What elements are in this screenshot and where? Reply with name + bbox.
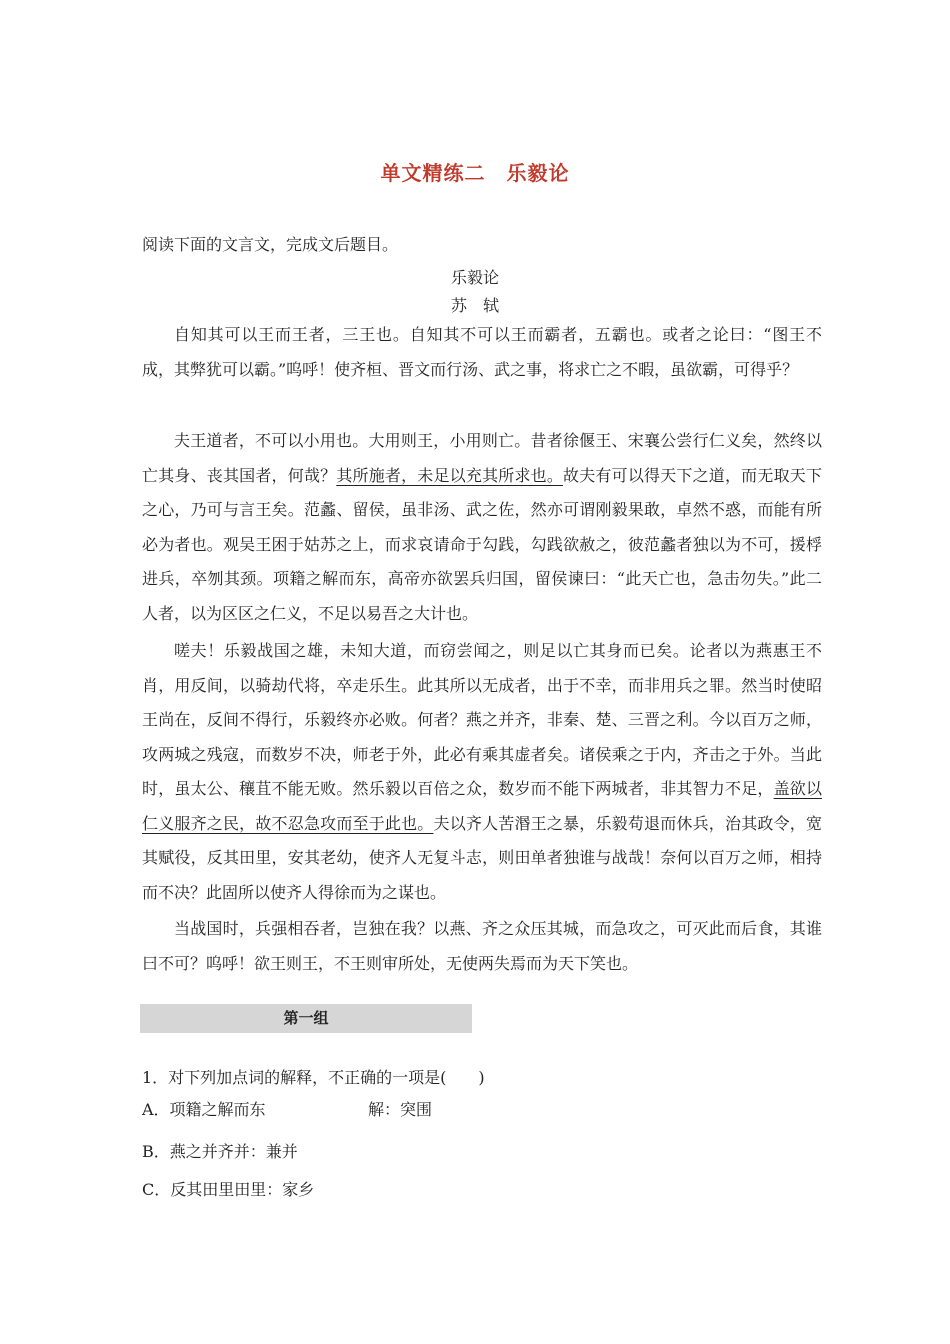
essay-title: 乐毅论 bbox=[450, 268, 499, 287]
paragraph-3-text-a: 嗟夫！乐毅战国之雄，未知大道，而窃尝闻之，则足以亡其身而已矣。论者以为燕惠王不肖，用反间，以骑劫代将，卒走乐生。此其所以无成者，出于不幸，而非用兵之罪。然当时使昭王尚在，反间不得行，乐毅终亦必败。何者？燕之并齐，非秦、楚、三晋之利。今以百万之师，攻两城之残寇，而数岁不决，师老于外，此必有乘其虚者矣。诸侯乘之于内，齐击之于外。当此时，虽太公、穰苴不能无败。然乐毅以百倍之众，数岁而不能下两城者，非其智力不足， bbox=[142, 641, 822, 798]
option-a-definition: 解：突围 bbox=[368, 1100, 433, 1119]
option-a: A．项籍之解而东 bbox=[142, 1100, 266, 1119]
paragraph-3-text-b: 夫以齐人苦湣王之暴，乐毅苟退而休兵，治其政令，宽其赋役，反其田里，安其老幼，使齐人无复斗志，则田单者独谁与战哉！奈何以百万之师，相持而不决？此固所以使齐人得徐而为之谋也。 bbox=[142, 813, 822, 902]
paragraph-1-text: 自知其可以王而王者，三王也。自知其不可以王而霸者，五霸也。或者之论曰：“图王不成，其弊犹可以霸。”呜呼！使齐桓、晋文而行汤、武之事，将求亡之不暇，虽欲霸，可得乎？ bbox=[142, 325, 822, 379]
paragraph-4 bbox=[142, 912, 822, 981]
option-c: C．反其田里田里：家乡 bbox=[142, 1180, 315, 1199]
paragraph-2 bbox=[142, 424, 822, 631]
essay-author: 苏 轼 bbox=[450, 296, 499, 315]
section-header: 第一组 bbox=[140, 1004, 472, 1033]
paragraph-3 bbox=[142, 634, 822, 910]
paragraph-2-text-b: 故夫有可以得天下之道，而无取天下之心，乃可与言王矣。范蠡、留侯，虽非汤、武之佐，然亦可谓刚毅果敢，卓然不惑，而能有所必为者也。观吴王困于姑苏之上，而求哀请命于勾践，勾践欲赦之，彼范蠡者独以为不可，援桴进兵，卒刎其颈。项籍之解而东，高帝亦欲罢兵归国，留侯谏曰：“此天亡也，急击勿失。”此二人者，以为区区之仁义，不足以易吾之大计也。 bbox=[142, 465, 822, 623]
paragraph-4-text: 当战国时，兵强相吞者，岂独在我？以燕、齐之众压其城，而急攻之，可灭此而后食，其谁曰不可？呜呼！欲王则王，不王则审所处，无使两失焉而为天下笑也。 bbox=[142, 919, 822, 973]
paragraph-1 bbox=[142, 318, 822, 387]
instruction: 阅读下面的文言文，完成文后题目。 bbox=[142, 235, 399, 254]
paragraph-2-underlined: 其所施者，未足以充其所求也。 bbox=[336, 465, 564, 485]
page-title: 单文精练二 乐毅论 bbox=[380, 161, 570, 185]
question-1-stem: 1．对下列加点词的解释，不正确的一项是( ) bbox=[142, 1068, 485, 1087]
paragraph-2-text-a: 夫王道者，不可以小用也。大用则王，小用则亡。昔者徐偃王、宋襄公尝行仁义矣，然终以亡其身、丧其国者，何哉？ bbox=[142, 431, 822, 485]
option-b: B．燕之并齐并：兼并 bbox=[142, 1142, 298, 1161]
paragraph-3-underlined: 盖欲以仁义服齐之民，故不忍急攻而至于此也。 bbox=[142, 779, 822, 833]
